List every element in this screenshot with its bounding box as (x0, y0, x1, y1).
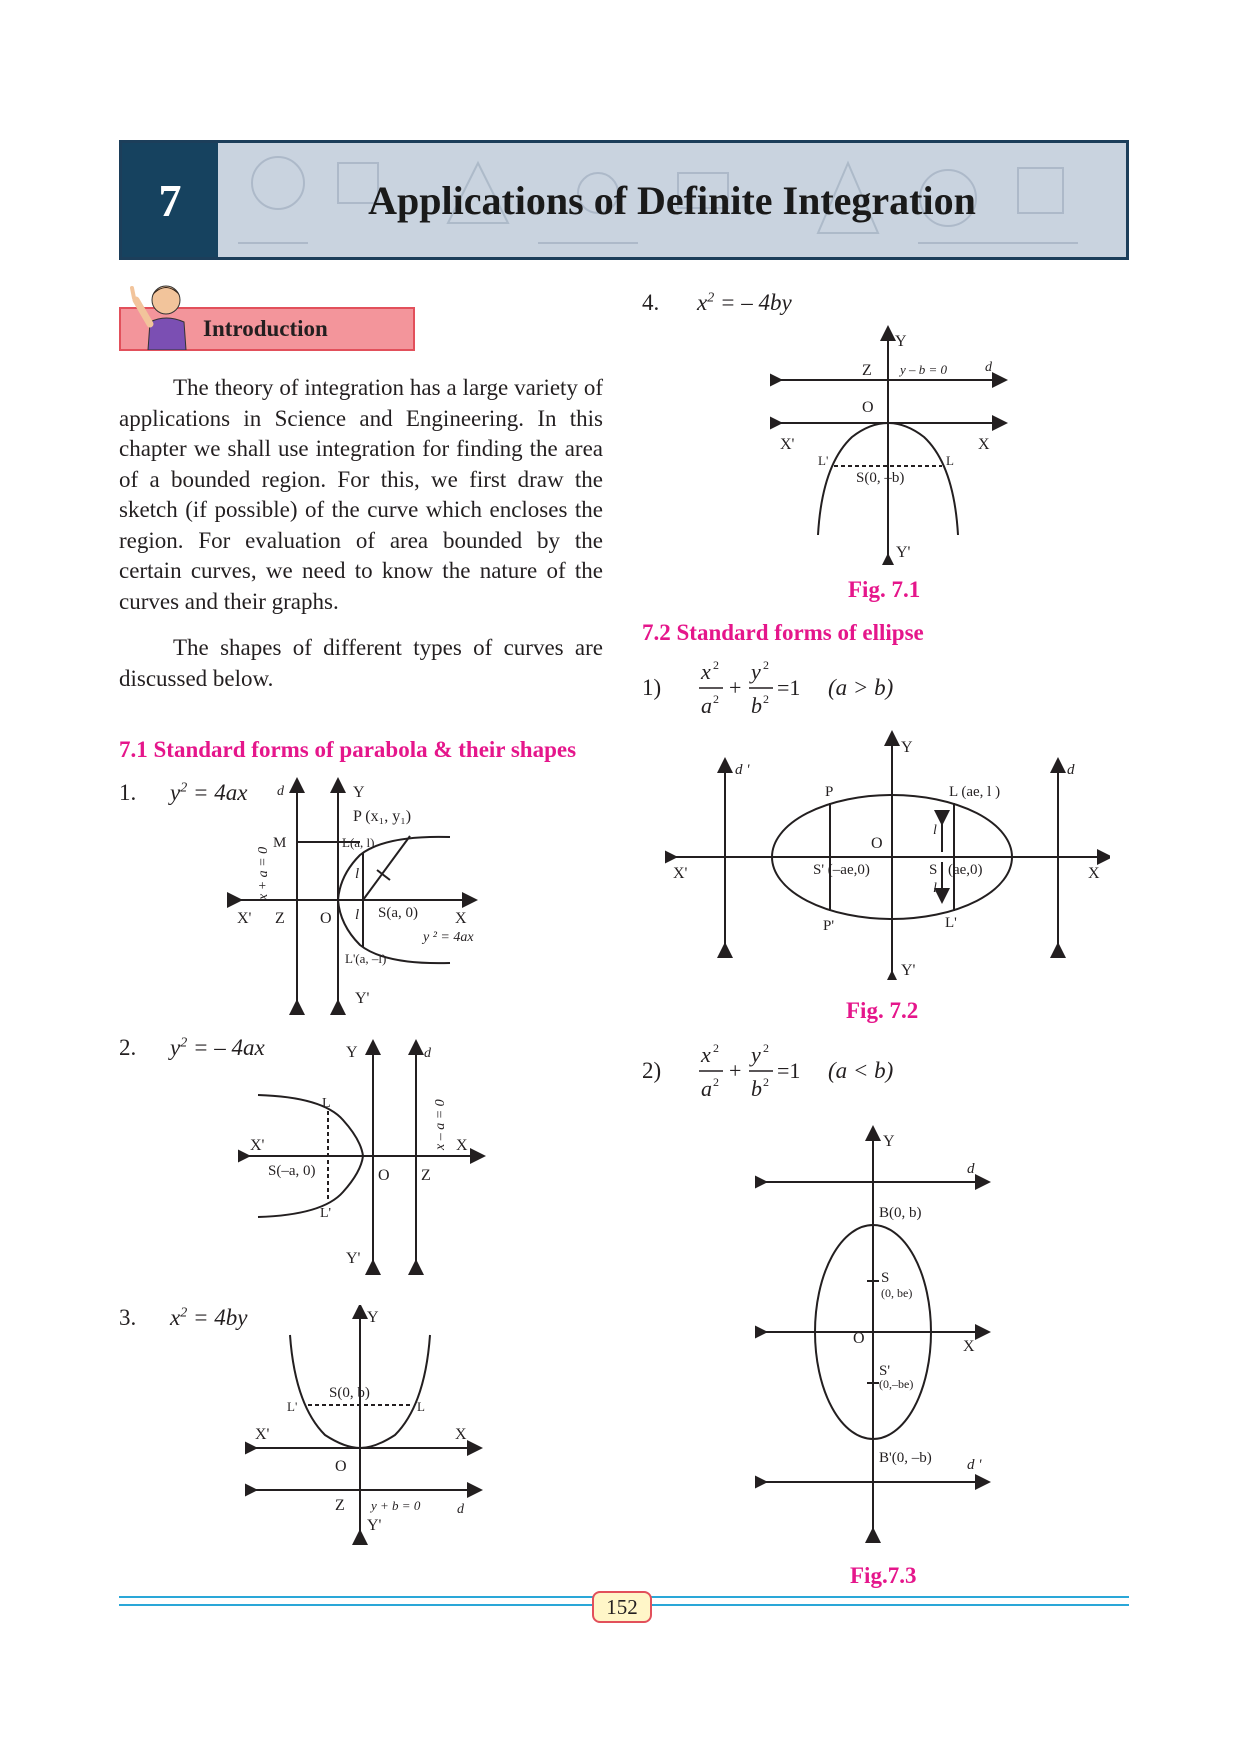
ellipse-equation-1 (695, 655, 835, 725)
e2-label-o: O (853, 1330, 865, 1347)
e1-label-x: X (1088, 865, 1100, 882)
svg-text:2: 2 (713, 1075, 719, 1089)
p2-label-o: O (378, 1167, 390, 1184)
svg-text:2: 2 (713, 658, 719, 672)
e2-label-s: S (881, 1270, 890, 1286)
svg-text:x: x (701, 1042, 711, 1067)
p1-label-x: X (455, 910, 467, 927)
p4-label-directrix: y – b = 0 (900, 362, 948, 377)
p1-label-curve: y ² = 4ax (423, 930, 474, 945)
e1-label-y-prime: Y' (901, 962, 916, 979)
intro-paragraph-2: The shapes of different types of curves are discussed below. (119, 635, 603, 691)
p3-label-d: d (457, 1502, 464, 1517)
chapter-title: Applications of Definite Integration (368, 177, 976, 223)
chapter-number: 7 (122, 143, 218, 257)
p1-label-d: d (277, 784, 284, 799)
e2-label-y: Y (883, 1133, 895, 1150)
parabola-right-diagram (225, 775, 515, 1015)
e2-label-d: d (967, 1161, 975, 1177)
p3-label-x-prime: X' (255, 1426, 270, 1443)
p4-label-y: Y (895, 333, 907, 350)
svg-text:=1: =1 (777, 1058, 801, 1083)
svg-text:+: + (729, 675, 742, 700)
e1-label-l-prime: L' (945, 915, 957, 931)
p2-label-x: X (456, 1137, 468, 1154)
p1-label-z: Z (275, 910, 285, 927)
section-7-1-heading: 7.1 Standard forms of parabola & their shapes (119, 737, 577, 762)
e1-label-s: S (929, 862, 938, 878)
ellipse-equation-2 (695, 1038, 835, 1108)
page-number: 152 (592, 1591, 652, 1623)
ellipse-item-2-number: 2) (642, 1058, 662, 1083)
p3-label-z: Z (335, 1497, 345, 1514)
svg-text:x: x (701, 659, 711, 684)
p4-label-l: L (946, 453, 954, 468)
e2-label-s-value: (0, be) (881, 1286, 913, 1300)
svg-text:b: b (751, 693, 762, 718)
e2-label-b: B(0, b) (879, 1205, 922, 1221)
e1-label-d: d (1067, 762, 1075, 778)
svg-text:2: 2 (713, 692, 719, 706)
svg-text:a: a (701, 693, 712, 718)
p4-label-o: O (862, 399, 874, 416)
figure-caption-7-1: Fig. 7.1 (848, 577, 921, 602)
e1-label-o: O (871, 835, 883, 852)
p3-label-l-prime: L' (287, 1399, 298, 1414)
ellipse-vertical-diagram (755, 1125, 1000, 1545)
e1-label-s-prime: S' (–ae,0) (813, 862, 870, 878)
svg-text:2: 2 (763, 692, 769, 706)
p3-label-s: S(0, b) (329, 1385, 370, 1401)
p1-label-l-upper: l (355, 866, 360, 882)
parabola-left-diagram (238, 1035, 488, 1275)
p3-label-y: Y (367, 1309, 379, 1326)
p4-label-d: d (985, 360, 992, 375)
item-4-equation: $x^2$ = – 4by (697, 290, 792, 315)
p2-label-l: L (322, 1096, 331, 1111)
item-4-number: 4. (642, 290, 660, 315)
p4-label-x: X (978, 436, 990, 453)
p3-label-l: L (417, 1399, 425, 1414)
figure-caption-7-3: Fig.7.3 (850, 1563, 917, 1588)
e1-label-p-prime: P' (823, 918, 835, 934)
item-1-number: 1. (119, 780, 137, 805)
p2-label-z: Z (421, 1167, 431, 1184)
item-3-number: 3. (119, 1305, 137, 1330)
ellipse-condition-1: (a > b) (828, 675, 894, 700)
chapter-header (119, 140, 1129, 260)
p4-label-y-prime: Y' (896, 544, 911, 561)
p2-label-d: d (424, 1046, 431, 1061)
e1-label-d-prime: d ' (735, 762, 750, 778)
e1-label-l-upper: l (933, 823, 937, 838)
p2-label-y-prime: Y' (346, 1250, 361, 1267)
p2-label-l-prime: L' (320, 1206, 332, 1221)
p1-label-y: Y (353, 784, 365, 801)
p3-label-x: X (455, 1426, 467, 1443)
intro-paragraph-1: The theory of integration has a large variety of applications in Science and Engineering. In this chapter we shall use integration for finding the area of a bounded region. For this, we first draw the sketch (if possible) of the curve which encloses the region. For evaluation of area bounded by the certain curves, we need to know the nature of the curves and their graphs. (119, 375, 603, 614)
e2-label-x: X (963, 1338, 975, 1355)
p1-label-l-prime: L'(a, –l) (345, 951, 387, 966)
p2-label-directrix: x – a = 0 (433, 1099, 448, 1150)
svg-text:2: 2 (763, 1041, 769, 1055)
e1-label-l: L (ae, l ) (949, 784, 1001, 800)
e2-label-s-prime: S' (879, 1363, 891, 1379)
svg-text:2: 2 (713, 1041, 719, 1055)
p1-label-m: M (273, 835, 287, 851)
item-2-number: 2. (119, 1035, 137, 1060)
introduction-heading: Introduction (203, 316, 328, 341)
e2-label-d-prime: d ' (967, 1457, 982, 1473)
e1-label-y: Y (901, 739, 913, 756)
p4-label-l-prime: L' (818, 453, 829, 468)
p1-label-x-prime: X' (237, 910, 252, 927)
e1-label-x-prime: X' (673, 865, 688, 882)
p1-label-l-lower: l (355, 907, 360, 923)
parabola-up-diagram (245, 1305, 485, 1545)
e2-label-b-prime: B'(0, –b) (879, 1450, 932, 1466)
p3-label-directrix: y + b = 0 (371, 1498, 421, 1513)
p1-label-s: S(a, 0) (378, 905, 418, 921)
svg-text:2: 2 (763, 658, 769, 672)
ellipse-item-1-number: 1) (642, 675, 662, 700)
ellipse-condition-2: (a < b) (828, 1058, 894, 1083)
svg-text:b: b (751, 1076, 762, 1101)
e1-label-l-lower: l (933, 881, 937, 896)
e1-label-p: P (825, 784, 834, 800)
item-1-equation: $y^2 = 4ax$ (170, 780, 248, 805)
svg-text:a: a (701, 1076, 712, 1101)
item-3-equation: $x^2 = 4by$ (170, 1305, 248, 1330)
p4-label-s: S(0, –b) (856, 470, 905, 486)
ellipse-horizontal-diagram (665, 730, 1110, 980)
section-7-2-heading: 7.2 Standard forms of ellipse (642, 620, 924, 645)
svg-text:y: y (751, 1042, 761, 1067)
item-2-equation: $y^2$ = – 4ax (170, 1035, 265, 1060)
p4-label-z: Z (862, 362, 872, 379)
figure-caption-7-2: Fig. 7.2 (846, 998, 919, 1023)
p1-label-l: L(a, l) (342, 835, 375, 850)
svg-text:2: 2 (763, 1075, 769, 1089)
p3-label-o: O (335, 1458, 347, 1475)
p2-label-s: S(–a, 0) (268, 1163, 316, 1179)
svg-text:y: y (751, 659, 761, 684)
e1-label-s-value: (ae,0) (948, 862, 983, 878)
parabola-down-diagram (770, 325, 1010, 565)
svg-text:+: + (729, 1058, 742, 1083)
p1-label-p: P (x₁, y₁) (353, 808, 412, 825)
p1-label-o: O (320, 910, 332, 927)
p2-label-y: Y (346, 1044, 358, 1061)
p3-label-y-prime: Y' (367, 1517, 382, 1534)
p1-label-directrix: x + a = 0 (256, 846, 271, 900)
boy-mascot-icon (126, 278, 196, 350)
e2-label-s-prime-value: (0,–be) (879, 1377, 914, 1391)
p2-label-x-prime: X' (250, 1137, 265, 1154)
p1-label-y-prime: Y' (355, 990, 370, 1007)
svg-text:=1: =1 (777, 675, 801, 700)
p4-label-x-prime: X' (780, 436, 795, 453)
